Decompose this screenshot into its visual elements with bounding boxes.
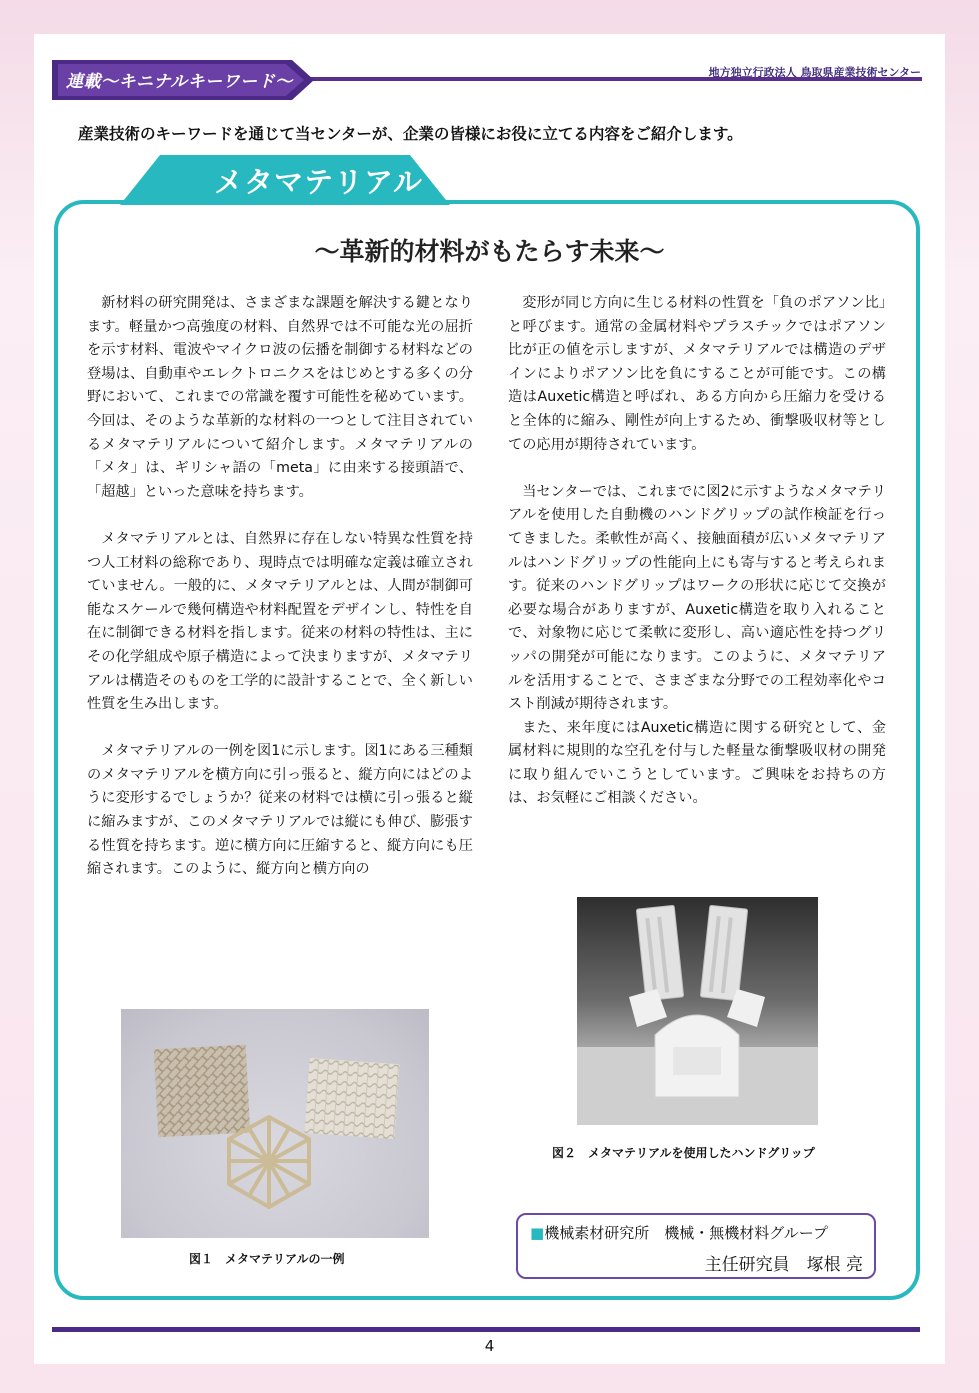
department-label: 機械素材研究所 機械・無機材料グループ [544,1224,828,1242]
series-label: 連載〜キニナルキーワード〜 [66,72,293,92]
hand-grip-photo [577,897,818,1125]
organization-name: 地方独立行政法人 鳥取県産業技術センター [708,66,921,79]
author-name: 主任研究員 塚根 亮 [704,1255,863,1275]
author-department [530,1222,828,1243]
figure-2-image [577,897,818,1125]
intro-text: 産業技術のキーワードを通じて当センターが、企業の皆様にお役に立てる内容をご紹介します。 [78,125,743,143]
right-column [508,292,886,811]
paragraph: 当センターでは、これまでに図2に示すようなメタマテリアルを使用した自動機のハンドグリップの試作検証を行ってきました。柔軟性が高く、接触面積が広いメタマテリアルはハンドグリップの性能向上にも寄与すると考えられます。従来のハンドグリップはワークの形状に応じて交換が必要な場合がありますが、Auxetic構造を取り入れることで、対象物に応じて柔軟に変形し、高い適応性を持つグリッパの開発が可能になります。このように、メタマテリアルを活用することで、さまざまな分野での工程効率化やコスト削減が期待されます。 [508,483,886,713]
figure-1-image [121,1009,429,1238]
paragraph: メタマテリアルの一例を図1に示します。図1にある三種類のメタマテリアルを横方向に引っ張ると、縦方向にはどのように変形するでしょうか？従来の材料では横に引っ張ると縦に縮みますが、このメタマテリアルでは縦にも伸び、膨張する性質を持ちます。逆に横方向に圧縮すると、縦方向にも圧縮されます。このように、縦方向と横方向の [87,743,473,878]
page-number: 4 [484,1337,495,1355]
paragraph: 新材料の研究開発は、さまざまな課題を解決する鍵となります。軽量かつ高強度の材料、自然界では不可能な光の屈折を示す材料、電波やマイクロ波の伝播を制御する材料などの登場は、自動車やエレクトロニクスをはじめとする多くの分野において、これまでの常識を覆す可能性を秘めています。今回は、そのような革新的な材料の一つとして注目されているメタマテリアルについて紹介します。メタマテリアルの「メタ」は、ギリシャ語の「meta」に由来する接頭語で、「超越」といった意味を持ちます。 [87,295,473,500]
footer-rule [52,1327,920,1332]
square-marker-icon: ■ [530,1224,545,1242]
paragraph: 変形が同じ方向に生じる材料の性質を「負のポアソン比」と呼びます。通常の金属材料やプラスチックではポアソン比が正の値を示しますが、メタマテリアルでは構造のデザインによりポアソン比を負にすることが可能です。この構造はAuxetic構造と呼ばれ、ある方向から圧縮力を受けると全体的に縮み、剛性が向上するため、衝撃吸収材等としての応用が期待されています。 [508,295,886,453]
metamaterial-samples-photo [121,1009,429,1238]
figure-2-caption: 図２ メタマテリアルを使用したハンドグリップ [552,1146,815,1160]
left-column [87,292,473,882]
paragraph: メタマテリアルとは、自然界に存在しない特異な性質を持つ人工材料の総称であり、現時点では明確な定義は確立されていません。一般的に、メタマテリアルとは、人間が制御可能なスケールで幾何構造や材料配置をデザインし、特性を自在に制御できる材料を指します。従来の材料の特性は、主にその化学組成や原子構造によって決まりますが、メタマテリアルは構造そのものを工学的に設計することで、全く新しい性質を生み出します。 [87,530,473,713]
paragraph: また、来年度にはAuxetic構造に関する研究として、金属材料に規則的な空孔を付与した軽量な衝撃吸収材の開発に取り組んでいこうとしています。ご興味をお持ちの方は、お気軽にご相談ください。 [508,719,886,807]
article-title: メタマテリアル [214,165,423,199]
figure-1-caption: 図１ メタマテリアルの一例 [189,1252,345,1266]
article-subtitle: 〜革新的材料がもたらす未来〜 [314,237,665,266]
